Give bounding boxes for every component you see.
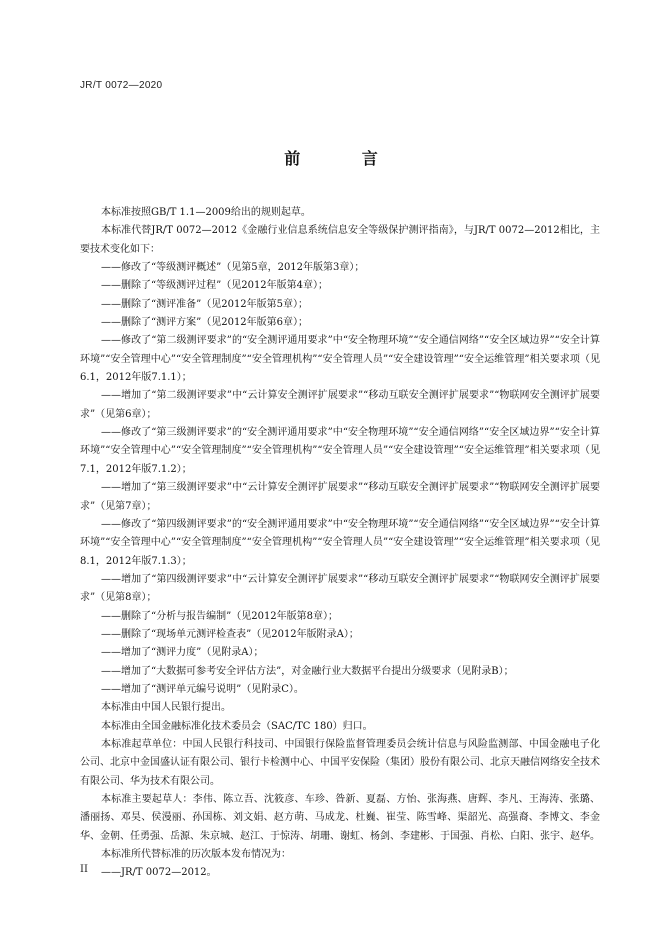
change-item: ——修改了“等级测评概述”（见第5章，2012年版第3章）； (101, 262, 365, 274)
change-item: ——删除了“等级测评过程”（见2012年版第4章）； (101, 280, 329, 292)
change-item: ——增加了“大数据可参考安全评估方法”，对金融行业大数据平台提出分级要求（见附录B）； (101, 665, 514, 677)
previous-edition-item: ——JR/T 0072—2012。 (101, 867, 217, 879)
drafting-rule-paragraph: 本标准按照GB/T 1.1—2009给出的规则起草。 (101, 207, 311, 218)
change-item: ——修改了“第三级测评要求”的“安全测评通用要求”中“安全物理环境”“安全通信网络”“安全区域边界”“安全计算环境”“安全管理中心”“安全管理制度”“安全管理机构”“安全管理人员”“安全建设管理”“安全运维管理”相关要求项（见7.1，2012年版7.1.2）； (80, 427, 600, 475)
page-number: II (80, 864, 88, 875)
drafting-units-paragraph: 本标准起草单位：中国人民银行科技司、中国银行保险监督管理委员会统计信息与风险监测部、中国金融电子化公司、北京中金国盛认证有限公司、银行卡检测中心、中国平安保险（集团）股份有限公司、北京天融信网络安全技术有限公司、华为技术有限公司。 (80, 738, 600, 787)
change-item: ——增加了“第四级测评要求”中“云计算安全测评扩展要求”“移动互联安全测评扩展要求”“物联网安全测评扩展要求”（见第8章）； (80, 573, 600, 604)
change-item: ——增加了“第二级测评要求”中“云计算安全测评扩展要求”“移动互联安全测评扩展要求”“物联网安全测评扩展要求”（见第6章）； (80, 390, 600, 420)
proposer-paragraph: 本标准由中国人民银行提出。 (101, 702, 231, 714)
committee-paragraph: 本标准由全国金融标准化技术委员会（SAC/TC 180）归口。 (101, 720, 373, 732)
change-item: ——修改了“第四级测评要求”的“安全测评通用要求”中“安全物理环境”“安全通信网络”“安全区域边界”“安全计算环境”“安全管理中心”“安全管理制度”“安全管理机构”“安全管理人员”“安全建设管理”“安全运维管理”相关要求项（见8.1，2012年版7.1.3）； (80, 518, 600, 567)
foreword-body (80, 204, 600, 883)
previous-editions-paragraph: 本标准所代替标准的历次版本发布情况为： (101, 849, 291, 861)
change-item: ——删除了“分析与报告编制”（见2012年版第8章）； (101, 610, 339, 622)
change-item: ——删除了“测评准备”（见2012年版第5章）； (101, 298, 309, 310)
change-item: ——增加了“第三级测评要求”中“云计算安全测评扩展要求”“移动互联安全测评扩展要求”“物联网安全测评扩展要求”（见第7章）； (80, 482, 600, 512)
change-item: ——增加了“测评力度”（见附录A）； (101, 647, 264, 659)
drafters-paragraph: 本标准主要起草人：李伟、陈立吾、沈筱彦、车珍、昝新、夏磊、方怡、张海燕、唐辉、李凡、王海涛、张璐、潘丽扬、邓昊、侯漫丽、孙国栋、刘文娟、赵方萌、马成龙、杜巍、崔莹、陈雪峰、渠韶光、高强裔、李博文、李金华、金朝、任勇强、岳源、朱京城、赵江、于惊涛、胡珊、谢虹、杨剑、李建彬、于国强、肖松、白阳、张宇、赵华。 (80, 794, 600, 842)
change-item: ——删除了“测评方案”（见2012年版第6章）； (101, 317, 309, 329)
page-title: 前 言 (284, 149, 406, 168)
change-item: ——删除了“现场单元测评检查表”（见2012年版附录A）； (101, 628, 359, 640)
change-item: ——增加了“测评单元编号说明”（见附录C）。 (101, 683, 304, 695)
replacement-paragraph: 本标准代替JR/T 0072—2012《金融行业信息系统信息安全等级保护测评指南》，与JR/T 0072—2012相比，主要技术变化如下： (80, 225, 600, 255)
change-item: ——修改了“第二级测评要求”的“安全测评通用要求”中“安全物理环境”“安全通信网络”“安全区域边界”“安全计算环境”“安全管理中心”“安全管理制度”“安全管理机构”“安全管理人员”“安全建设管理”“安全运维管理”相关要求项（见6.1，2012年版7.1.1）； (80, 335, 600, 384)
standard-code-header: JR/T 0072—2020 (80, 80, 163, 91)
